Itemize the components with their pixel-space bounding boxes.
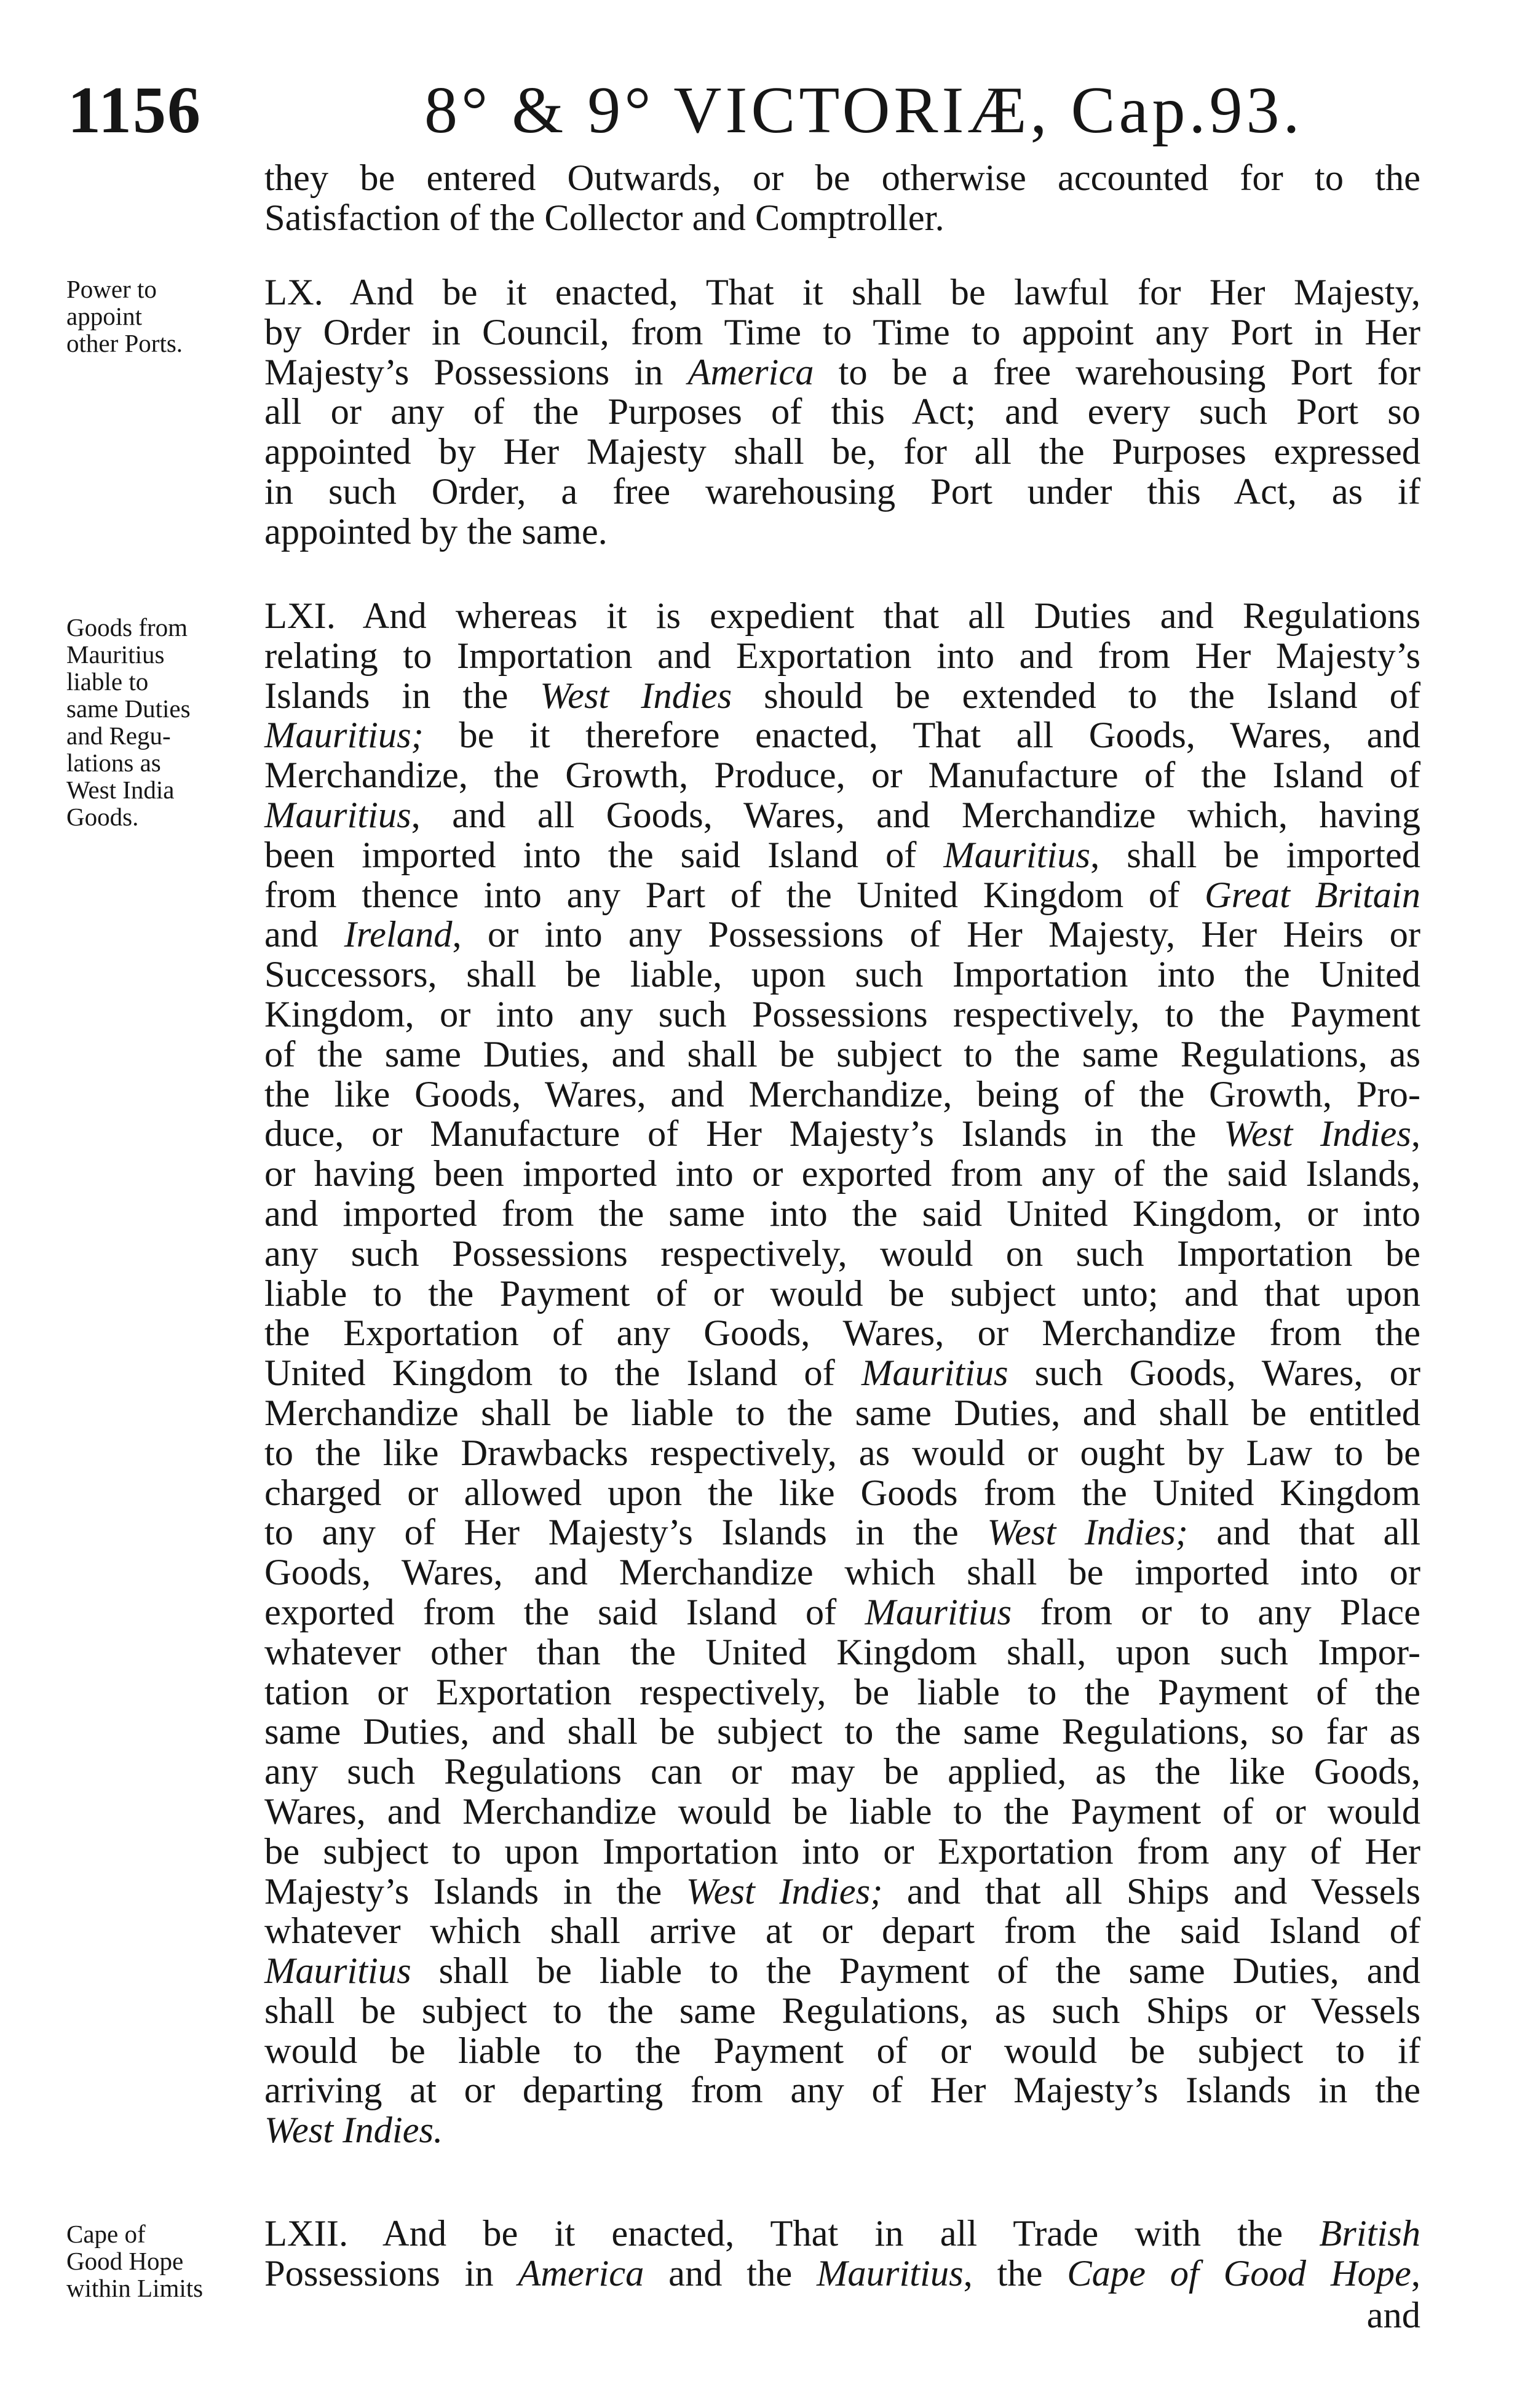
text-line: appointed by Her Majesty shall be, for all the Purposes expressed bbox=[264, 431, 1420, 473]
margin-note-line: same Duties bbox=[66, 694, 191, 723]
text-line: Mauritius shall be liable to the Payment of the same Duties, and bbox=[264, 1950, 1420, 1992]
text-line: whatever other than the United Kingdom shall, upon such Impor- bbox=[264, 1631, 1420, 1673]
text-line: Possessions in America and the Mauritius, the Cape of Good Hope, bbox=[264, 2252, 1421, 2294]
section-lxii bbox=[264, 2214, 1420, 2294]
text-line: they be entered Outwards, or be otherwise accounted for to the bbox=[264, 157, 1420, 199]
text-line: whatever which shall arrive at or depart from the said Island of bbox=[264, 1910, 1420, 1952]
text-line: of the same Duties, and shall be subject to the same Regulations, as bbox=[264, 1033, 1420, 1075]
text-line: Merchandize shall be liable to the same Duties, and shall be entitled bbox=[264, 1392, 1420, 1434]
margin-note-line: within Limits bbox=[66, 2274, 204, 2302]
text-line: and Ireland, or into any Possessions of Her Majesty, Her Heirs or bbox=[264, 914, 1420, 956]
text-line: Majesty’s Islands in the West Indies; and that all Ships and Vessels bbox=[264, 1870, 1420, 1912]
margin-note-line: other Ports. bbox=[66, 329, 183, 357]
text-line: shall be subject to the same Regulations, as such Ships or Vessels bbox=[264, 1990, 1420, 2032]
text-line: from thence into any Part of the United Kingdom of Great Britain bbox=[264, 874, 1420, 916]
margin-note-goods-from-mauritius bbox=[66, 614, 251, 830]
text-line: Kingdom, or into any such Possessions respectively, to the Payment bbox=[264, 993, 1420, 1035]
text-line: all or any of the Purposes of this Act; and every such Port so bbox=[264, 391, 1420, 433]
text-line: Islands in the West Indies should be extended to the Island of bbox=[264, 675, 1420, 717]
margin-note-line: West India bbox=[66, 776, 175, 804]
catchword: and bbox=[1366, 2295, 1420, 2336]
text-line: LXI. And whereas it is expedient that all Duties and Regulations bbox=[264, 595, 1420, 637]
text-line: Satisfaction of the Collector and Comptroller. bbox=[264, 197, 945, 239]
text-line: same Duties, and shall be subject to the same Regulations, so far as bbox=[264, 1711, 1420, 1753]
margin-note-line: Power to bbox=[66, 275, 157, 303]
margin-note-line: lations as bbox=[66, 749, 161, 777]
text-line: LX. And be it enacted, That it shall be lawful for Her Majesty, bbox=[264, 272, 1420, 313]
margin-note-line: Cape of bbox=[66, 2220, 146, 2248]
text-line: Mauritius, and all Goods, Wares, and Merchandize which, having bbox=[264, 794, 1420, 836]
text-line: be subject to upon Importation into or Exportation from any of Her bbox=[264, 1830, 1420, 1872]
section-lxi bbox=[264, 597, 1420, 2151]
page-header bbox=[0, 73, 1525, 165]
continuation-paragraph bbox=[264, 159, 1420, 239]
text-line: Merchandize, the Growth, Produce, or Manufacture of the Island of bbox=[264, 755, 1420, 797]
text-line: United Kingdom to the Island of Mauritius such Goods, Wares, or bbox=[264, 1353, 1420, 1394]
text-line: Successors, shall be liable, upon such Importation into the United bbox=[264, 954, 1420, 996]
margin-note-line: liable to bbox=[66, 667, 149, 696]
text-line: West Indies. bbox=[264, 2110, 443, 2152]
running-title: 8° & 9° VICTORIÆ, Cap.93. bbox=[424, 74, 1304, 147]
text-line: by Order in Council, from Time to Time to appoint any Port in Her bbox=[264, 311, 1420, 353]
text-line: duce, or Manufacture of Her Majesty’s Islands in the West Indies, bbox=[264, 1113, 1420, 1155]
text-line: tation or Exportation respectively, be liable to the Payment of the bbox=[264, 1671, 1420, 1713]
text-line: any such Possessions respectively, would on such Importation be bbox=[264, 1233, 1420, 1274]
text-line: LXII. And be it enacted, That in all Trade with the British bbox=[264, 2213, 1420, 2254]
margin-note-line: Goods. bbox=[66, 803, 139, 831]
text-line: the Exportation of any Goods, Wares, or Merchandize from the bbox=[264, 1313, 1420, 1354]
text-line: the like Goods, Wares, and Merchandize, being of the Growth, Pro- bbox=[264, 1073, 1420, 1115]
text-line: arriving at or departing from any of Her Majesty’s Islands in the bbox=[264, 2070, 1420, 2112]
margin-note-line: and Regu- bbox=[66, 721, 171, 750]
text-line: Goods, Wares, and Merchandize which shall be imported into or bbox=[264, 1552, 1420, 1594]
margin-note-line: Goods from bbox=[66, 613, 188, 642]
text-line: in such Order, a free warehousing Port under this Act, as if bbox=[264, 471, 1420, 512]
text-line: Wares, and Merchandize would be liable to the Payment of or would bbox=[264, 1790, 1420, 1832]
text-line: exported from the said Island of Mauritius from or to any Place bbox=[264, 1591, 1420, 1633]
text-line: would be liable to the Payment of or would be subject to if bbox=[264, 2030, 1420, 2072]
section-lx bbox=[264, 273, 1420, 552]
text-line: any such Regulations can or may be applied, as the like Goods, bbox=[264, 1751, 1420, 1793]
margin-note-line: Good Hope bbox=[66, 2247, 184, 2275]
text-line: and imported from the same into the said United Kingdom, or into bbox=[264, 1193, 1420, 1234]
page-number: 1156 bbox=[68, 74, 202, 147]
margin-note-line: appoint bbox=[66, 302, 142, 330]
margin-note-power-to-appoint bbox=[66, 276, 251, 357]
text-line: to any of Her Majesty’s Islands in the West Indies; and that all bbox=[264, 1512, 1420, 1554]
text-line: to the like Drawbacks respectively, as would or ought by Law to be bbox=[264, 1432, 1420, 1474]
margin-note-line: Mauritius bbox=[66, 640, 165, 669]
text-line: charged or allowed upon the like Goods from the United Kingdom bbox=[264, 1472, 1420, 1514]
text-line: or having been imported into or exported from any of the said Islands, bbox=[264, 1153, 1420, 1195]
text-line: Majesty’s Possessions in America to be a free warehousing Port for bbox=[264, 351, 1420, 393]
text-line: appointed by the same. bbox=[264, 511, 608, 552]
text-line: relating to Importation and Exportation into and from Her Majesty’s bbox=[264, 635, 1420, 677]
text-line: Mauritius; be it therefore enacted, That all Goods, Wares, and bbox=[264, 715, 1420, 757]
text-line: liable to the Payment of or would be subject unto; and that upon bbox=[264, 1273, 1420, 1314]
text-line: been imported into the said Island of Mauritius, shall be imported bbox=[264, 834, 1420, 876]
margin-note-cape-of-good-hope bbox=[66, 2220, 251, 2302]
